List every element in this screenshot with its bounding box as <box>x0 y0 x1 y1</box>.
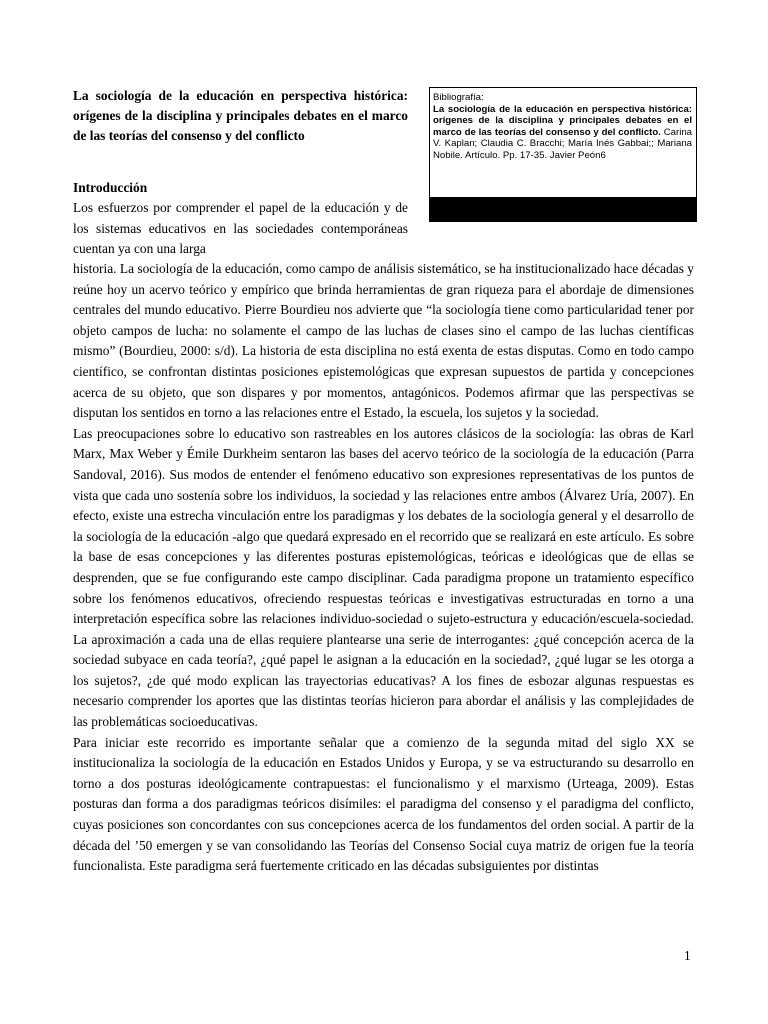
bibliography-details: Carina V. Kaplan; Claudia C. Bracchi; María Inés Gabbai;; Mariana Nobile. Artículo. Pp. 17-35. <box>433 126 693 161</box>
paragraph-2: Las preocupaciones sobre lo educativo son rastreables en los autores clásicos de la sociología: las obras de Karl Marx, Max Weber y Émile Durkheim sentaron las bases del acervo teórico de la sociología de la educación (Parra Sandoval, 2016). Sus modos de entender el fenómeno educativo son expresiones representativas de los puntos de vista que cada uno sostenía sobre los individuos, la sociedad y las relaciones entre ambos (Álvarez Uría, 2007). En efecto, existe una estrecha vinculación entre los paradigmas y los debates de la sociología general y el desarrollo de la sociología de la educación -algo que quedará expresado en el recorrido que se realizará en este artículo. Es sobre la base de esas concepciones y las diferentes posturas epistemológicas, teóricas e ideológicas que de ellas se desprenden, que se fue configurando este campo disciplinar. Cada paradigma propone un tratamiento específico sobre los fenómenos educativos, ofreciendo respuestas teóricas e investigativas estructuradas en torno a una interpretación específica sobre las relaciones individuo-sociedad o sujeto-estructura y educación/escuela-sociedad. La aproximación a cada una de ellas requiere plantearse una serie de interrogantes: ¿qué concepción acerca de la sociedad subyace en cada teoría?, ¿qué papel le asignan a la educación en la sociedad?, ¿qué lugar se les otorga a los sujetos?, ¿de qué modo explican las trayectorias educativas? A los fines de esbozar algunas respuestas es necesario comprender los aportes que las distintas teorías hicieron para abordar el análisis y las complejidades de las problemáticas socioeducativas. <box>73 425 694 730</box>
bibliography-text <box>433 92 692 161</box>
paragraph-3: Para iniciar este recorrido es importante señalar que a comienzo de la segunda mitad del siglo XX se institucionaliza la sociología de la educación en Estados Unidos y Europa, y se va estructurando su desarrollo en torno a dos posturas ideológicamente contrapuestas: el funcionalismo y el marxismo (Urteaga, 2009). Estas posturas dan forma a dos paradigmas teóricos disímiles: el paradigma del consenso y el paradigma del conflicto, cuyas posiciones son concordantes con sus concepciones acerca de los fundamentos del orden social. A partir de la década del ’50 emergen y se van consolidando las Teorías del Consenso Social cuya matriz de origen fue la teoría funcionalista. Este paradigma será fuertemente criticado en las décadas subsiguientes por distintas <box>73 734 694 874</box>
bibliography-box <box>429 87 697 222</box>
paragraph-1-continued: historia. La sociología de la educación, como campo de análisis sistemático, se ha institucionalizado hace décadas y reúne hoy un acervo teórico y empírico que brinda herramientas de gran riqueza para el abordaje de dimensiones centrales del mundo educativo. Pierre Bourdieu nos advierte que “la sociología tiene como particularidad tener por objeto campos de lucha: no solamente el campo de las luchas de clases sino el campo de las luchas científicas mismo” (Bourdieu, 2000: s/d). La historia de esta disciplina no está exenta de estas disputas. Como en todo campo científico, se confrontan distintas posiciones epistemológicas que expresan supuestos de partida y concepciones acerca de su objeto, que son dispares y por momentos, antagónicos. Podemos afirmar que las perspectivas se disputan los sentidos en torno a las relaciones entre el Estado, la escuela, los sujetos y la sociedad. <box>73 261 694 421</box>
paragraph-1-start: Los esfuerzos por comprender el papel de la educación y de los sistemas educativos en las sociedades contemporáneas cuentan ya con una larga <box>73 200 408 257</box>
bibliography-title: La sociología de la educación en perspectiva histórica: orígenes de la disciplina y principales debates en el marco de las teorías del consenso y del conflicto. <box>433 103 692 138</box>
bibliography-black-bar <box>430 197 696 221</box>
article-title: La sociología de la educación en perspectiva histórica: orígenes de la disciplina y principales debates en el marco de las teorías del consenso y del conflicto <box>73 88 408 143</box>
bibliography-author: Javier Peón6 <box>549 149 606 161</box>
body-text <box>73 259 694 877</box>
bibliography-heading: Bibliografía: <box>433 92 484 103</box>
section-heading-introduccion: Introducción <box>73 180 148 195</box>
page-number: 1 <box>684 948 691 963</box>
